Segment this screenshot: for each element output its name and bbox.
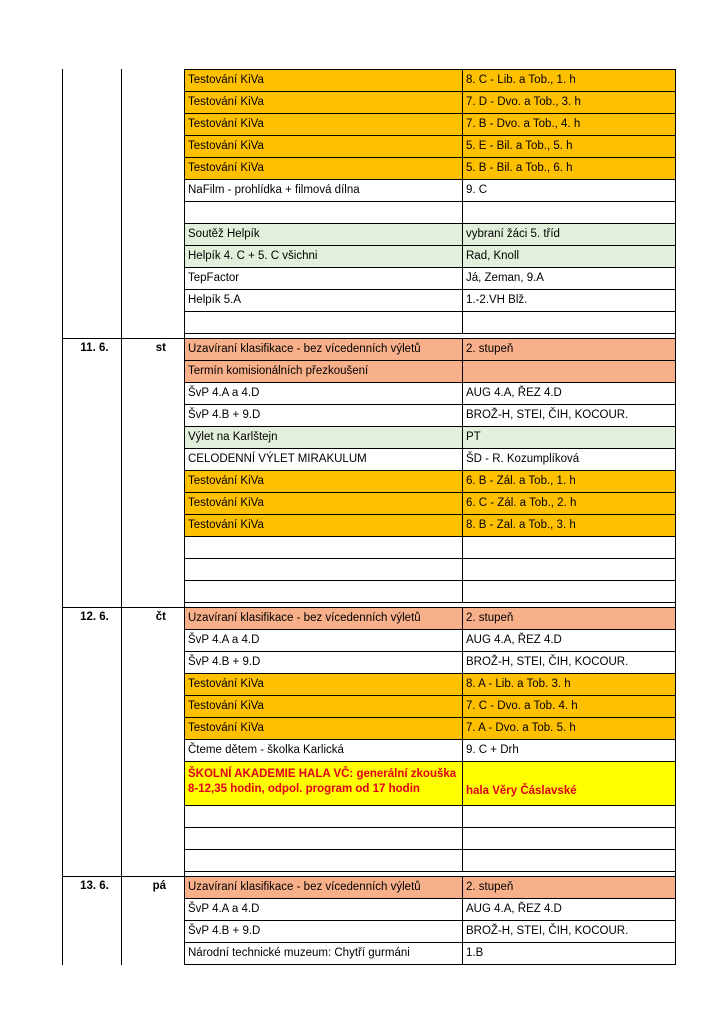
participants-cell: 1.B	[462, 942, 676, 964]
event-cell: Testování KiVa	[184, 69, 462, 91]
table-row	[62, 69, 676, 91]
participants-cell	[462, 536, 676, 558]
event-cell: Testování KiVa	[184, 695, 462, 717]
participants-cell: AUG 4.A, ŘEZ 4.D	[462, 382, 676, 404]
event-cell: NaFilm - prohlídka + filmová dílna	[184, 179, 462, 201]
participants-cell: BROŽ-H, STEI, ČIH, KOCOUR.	[462, 404, 676, 426]
participants-cell: 2. stupeň	[462, 876, 676, 898]
table-row	[62, 360, 676, 382]
event-cell: Testování KiVa	[184, 157, 462, 179]
participants-cell: 7. B - Dvo. a Tob., 4. h	[462, 113, 676, 135]
event-cell: Testování KiVa	[184, 113, 462, 135]
event-cell: ŠvP 4.B + 9.D	[184, 651, 462, 673]
event-cell: Výlet na Karlštejn	[184, 426, 462, 448]
row-border	[184, 602, 676, 603]
participants-cell	[462, 360, 676, 382]
column-line	[121, 338, 122, 607]
participants-cell: 8. B - Zal. a Tob., 3. h	[462, 514, 676, 536]
weekday-cell: čt	[155, 611, 166, 623]
participants-cell: BROŽ-H, STEI, ČIH, KOCOUR.	[462, 651, 676, 673]
event-cell: Uzavíraní klasifikace - bez vícedenních výletů	[184, 607, 462, 629]
participants-cell	[462, 201, 676, 223]
table-row	[62, 179, 676, 201]
column-line	[121, 607, 122, 876]
row-border	[184, 871, 676, 872]
event-cell	[184, 311, 462, 333]
table-row	[62, 223, 676, 245]
event-cell: ŠvP 4.B + 9.D	[184, 920, 462, 942]
table-row	[62, 898, 676, 920]
participants-cell: hala Věry Čáslavské	[462, 761, 676, 805]
participants-cell	[462, 558, 676, 580]
table-row	[62, 805, 676, 827]
event-cell: Uzavíraní klasifikace - bez vícedenních výletů	[184, 876, 462, 898]
table-row	[62, 514, 676, 536]
column-line	[121, 876, 122, 965]
table-row	[62, 739, 676, 761]
event-cell: Testování KiVa	[184, 673, 462, 695]
event-cell: Testování KiVa	[184, 470, 462, 492]
participants-cell	[462, 849, 676, 871]
event-cell: Termín komisionálních přezkoušení	[184, 360, 462, 382]
event-cell: Soutěž Helpík	[184, 223, 462, 245]
weekday-cell	[121, 69, 184, 91]
table-row	[62, 267, 676, 289]
participants-cell: 9. C	[462, 179, 676, 201]
participants-cell: BROŽ-H, STEI, ČIH, KOCOUR.	[462, 920, 676, 942]
participants-cell: 5. B - Bil. a Tob., 6. h	[462, 157, 676, 179]
table-row	[62, 448, 676, 470]
column-line	[62, 69, 63, 338]
participants-cell: AUG 4.A, ŘEZ 4.D	[462, 629, 676, 651]
table-row	[62, 761, 676, 805]
table-row	[62, 717, 676, 739]
table-row	[62, 338, 676, 360]
participants-cell: 1.-2.VH Blž.	[462, 289, 676, 311]
column-line	[121, 69, 122, 338]
event-cell: ŠvP 4.A a 4.D	[184, 382, 462, 404]
date-cell	[62, 69, 121, 91]
event-cell: ŠvP 4.B + 9.D	[184, 404, 462, 426]
table-row	[62, 580, 676, 602]
table-row	[62, 942, 676, 964]
date-cell: 12. 6.	[80, 611, 109, 623]
event-cell: CELODENNÍ VÝLET MIRAKULUM	[184, 448, 462, 470]
participants-cell	[462, 580, 676, 602]
table-row	[62, 404, 676, 426]
participants-cell: 9. C + Drh	[462, 739, 676, 761]
table-row	[62, 920, 676, 942]
participants-cell: 7. D - Dvo. a Tob., 3. h	[462, 91, 676, 113]
table-row	[62, 651, 676, 673]
participants-cell: 6. B - Zál. a Tob., 1. h	[462, 470, 676, 492]
row-border	[184, 333, 676, 334]
participants-cell: Rad, Knoll	[462, 245, 676, 267]
date-cell: 13. 6.	[80, 880, 109, 892]
event-cell	[184, 536, 462, 558]
participants-cell: AUG 4.A, ŘEZ 4.D	[462, 898, 676, 920]
participants-cell	[462, 311, 676, 333]
event-cell	[184, 827, 462, 849]
event-cell: Testování KiVa	[184, 492, 462, 514]
event-cell: Národní technické muzeum: Chytří gurmáni	[184, 942, 462, 964]
table-row	[62, 311, 676, 333]
table-row	[62, 245, 676, 267]
table-row	[62, 135, 676, 157]
column-line	[62, 607, 63, 876]
table-row	[62, 876, 676, 898]
table-row	[62, 695, 676, 717]
table-row	[62, 827, 676, 849]
table-row	[62, 607, 676, 629]
participants-cell: PT	[462, 426, 676, 448]
participants-cell	[462, 805, 676, 827]
event-cell: TepFactor	[184, 267, 462, 289]
table-row	[62, 426, 676, 448]
weekday-cell: pá	[152, 880, 166, 892]
table-row	[62, 492, 676, 514]
event-cell	[184, 849, 462, 871]
participants-cell: 5. E - Bil. a Tob., 5. h	[462, 135, 676, 157]
table-row	[62, 113, 676, 135]
table-row	[62, 470, 676, 492]
event-cell: Testování KiVa	[184, 91, 462, 113]
event-cell: ŠvP 4.A a 4.D	[184, 898, 462, 920]
event-cell: ŠKOLNÍ AKADEMIE HALA VČ: generální zkouška 8-12,35 hodin, odpol. program od 17 hodin	[184, 761, 462, 805]
participants-cell: 2. stupeň	[462, 338, 676, 360]
event-cell	[184, 580, 462, 602]
table-row	[62, 201, 676, 223]
participants-cell: 8. A - Lib. a Tob. 3. h	[462, 673, 676, 695]
event-cell: Čteme dětem - školka Karlická	[184, 739, 462, 761]
table-row	[62, 289, 676, 311]
table-row	[62, 558, 676, 580]
event-cell	[184, 805, 462, 827]
table-row	[62, 382, 676, 404]
participants-cell: 7. C - Dvo. a Tob. 4. h	[462, 695, 676, 717]
event-cell: Helpík 5.A	[184, 289, 462, 311]
column-line	[62, 338, 63, 607]
table-row	[62, 536, 676, 558]
weekday-cell: st	[155, 342, 166, 354]
participants-cell: Já, Zeman, 9.A	[462, 267, 676, 289]
participants-cell: 7. A - Dvo. a Tob. 5. h	[462, 717, 676, 739]
event-cell: Helpík 4. C + 5. C všichni	[184, 245, 462, 267]
participants-cell: 8. C - Lib. a Tob., 1. h	[462, 69, 676, 91]
participants-cell: 6. C - Zál. a Tob., 2. h	[462, 492, 676, 514]
table-row	[62, 673, 676, 695]
event-cell: Uzavíraní klasifikace - bez vícedenních výletů	[184, 338, 462, 360]
event-cell: Testování KiVa	[184, 514, 462, 536]
column-line	[62, 876, 63, 965]
table-row	[62, 629, 676, 651]
participants-cell	[462, 827, 676, 849]
table-row	[62, 849, 676, 871]
row-border	[184, 964, 676, 965]
event-cell: ŠvP 4.A a 4.D	[184, 629, 462, 651]
participants-cell: ŠD - R. Kozumplíková	[462, 448, 676, 470]
event-cell	[184, 201, 462, 223]
event-cell	[184, 558, 462, 580]
participants-cell: 2. stupeň	[462, 607, 676, 629]
event-cell: Testování KiVa	[184, 135, 462, 157]
event-cell: Testování KiVa	[184, 717, 462, 739]
date-cell: 11. 6.	[80, 342, 109, 354]
table-row	[62, 91, 676, 113]
table-row	[62, 157, 676, 179]
participants-cell: vybraní žáci 5. tříd	[462, 223, 676, 245]
